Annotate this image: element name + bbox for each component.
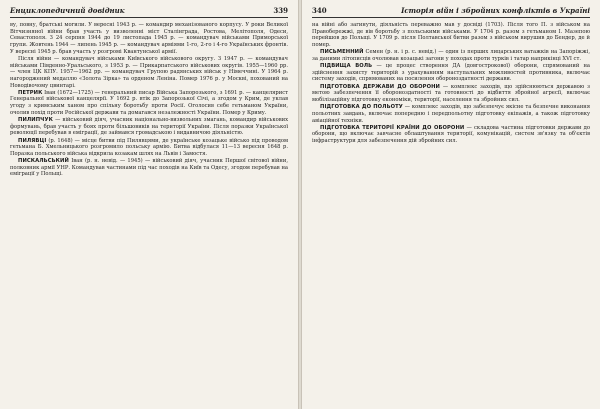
right-page [302, 0, 600, 409]
entry-paragraph: ПИЛЯВЦІ (р. 1648) — місце битви під Пилявцями, де українське козацьке військо під проводом гетьмана Б. Хмельницького розгромило польську армію. Битва відбулася 11—13 вересня 1648 р. Поразка польського війська відкрила козакам шлях на Львів і Замостя. [10, 137, 288, 157]
entry-paragraph: ПИСКАЛЬСЬКИЙ Іван (р. н. невід. — 1945) — військовий діяч, учасник Першої світової війни, полковник армії УНР. Командував частинами під час походів на Київ та Одесу, згодом перебував на еміграції у Польщі. [10, 158, 288, 178]
right-header-title: Історія війн і збройних конфліктів в Україні [401, 6, 590, 15]
left-page-number: 339 [273, 6, 288, 15]
entry-headword: ПИСКАЛЬСЬКИЙ [18, 158, 69, 165]
left-page-header [10, 6, 288, 18]
entry-paragraph: ПІДВИЩА ВОЛЬ — це процес створення ДА (довгострокової) оборони, спрямований на здійснення захисту територій з урахуванням наступальних можливостей противника, включає систему заходів, спрямованих на посилення обороноздатності держави. [312, 63, 591, 83]
left-header-title: Енциклопедичний довідник [10, 6, 125, 15]
right-page-number: 340 [312, 6, 327, 15]
entry-paragraph: ПІДГОТОВКА ДЕРЖАВИ ДО ОБОРОНИ — комплекс заходів, що здійснюються державою з метою забезпечення її обороноздатності та готовності до відбиття збройної агресії, включає мобілізаційну підготовку економіки, території, населення та збройних сил. [312, 83, 590, 103]
left-page-body [10, 22, 288, 178]
entry-headword: ПІДГОТОВКА ТЕРИТОРІЇ КРАЇНИ ДО ОБОРОНИ [320, 124, 465, 131]
entry-headword: ПИСЬМЕННИЙ [320, 49, 364, 56]
right-page-header [312, 6, 590, 18]
entry-headword: ПЕТРИК [18, 89, 43, 96]
entry-paragraph: ПЕТРИК Іван (1672—1725) — генеральний писар Війська Запорозького, з 1691 р. — канцелярист Генеральної військової канцелярії. У 1692 р. втік до Запорозької Січі, а згодом у Крим, де уклав угоду з кримським ханом про спільну боротьбу проти Росії. Оголосив себе гетьманом України, очолив похід проти Російської держави та домагався незалежності України. Помер у Криму. [10, 89, 288, 116]
entry-paragraph: ПИЛИПЧУК — військовий діяч, учасник національно-визвольних змагань, командир військових формувань, брав участь у боях проти більшовиків на території України. Після поразки Української революції перебував в еміграції, де займався громадською і видавничою діяльністю. [10, 116, 288, 137]
entry-paragraph: ву, повну, братські могили. У вересні 1943 р. — командир механізованого корпусу. У роки Великої Вітчизняної війни брав участь у визволенні міст Сталінграда, Ростова, Мелітополя, Одеси, Севастополя. З 24 серпня 1944 до 19 листопада 1945 р. — командувач військами Приморської групи. Жовтень 1944 — липень 1945 р. — командувач арміями 1-го, 2-го і 4-го Українських фронтів. У вересні 1945 р. брав участь у розгромі Квантунської армії. [10, 22, 288, 55]
right-page-body [312, 22, 590, 145]
entry-headword: ПІДВИЩА ВОЛЬ [320, 63, 373, 70]
entry-paragraph: на війні або загинути, діяльність переважно мав у досвіді (1703). Після того П. з військом на Правобережжі, де вів боротьбу з польськими військами. У 1704 р. разом з гетьманом І. Мазепою перейшов до Польщі. У 1709 р. після Полтавської битви разом з військом вирушив до Бендер, де й помер. [312, 22, 590, 48]
entry-paragraph: Після війни — командувач військами Київського військового округу. З 1947 р. — командувач військами Південно-Уральського, з 1953 р. — Прикарпатського військових округів. 1955—1960 рр. — член ЦК КПУ. 1957—1962 рр. — командувач Групою радянських військ у Німеччині. У 1964 р. нагороджений медаллю «Золота Зірка» та орденом Леніна. Помер 1976 р. у Москві, похований на Новодівочому цвинтарі. [10, 55, 288, 89]
left-page [0, 0, 298, 409]
entry-headword: ПИЛИПЧУК [18, 116, 53, 123]
entry-paragraph: ПИСЬМЕННИЙ Семен (р. н. і р. с. невід.) — один із перших лицарських ватажків на Запоріжжі, за даними літописців очолював козацькі загони у походах проти турків і татар наприкінці XVI ст. [312, 49, 590, 62]
entry-headword: ПІДГОТОВКА ДЕРЖАВИ ДО ОБОРОНИ [320, 83, 440, 90]
entry-headword: ПИЛЯВЦІ [18, 137, 47, 144]
entry-headword: ПІДГОТОВКА ДО ПОЛЬОТУ [320, 104, 403, 111]
entry-paragraph: ПІДГОТОВКА ДО ПОЛЬОТУ — комплекс заходів, що забезпечує якісне та безпечне виконання польотних завдань, включає попередню і передпольотну підготовку екіпажів, а також підготовку авіаційної техніки. [312, 104, 591, 124]
entry-paragraph: ПІДГОТОВКА ТЕРИТОРІЇ КРАЇНИ ДО ОБОРОНИ — складова частина підготовки держави до оборони, що включає завчасне облаштування території, комунікацій, систем зв'язку та об'єктів інфраструктури для забезпечення дій збройних сил. [312, 124, 590, 145]
